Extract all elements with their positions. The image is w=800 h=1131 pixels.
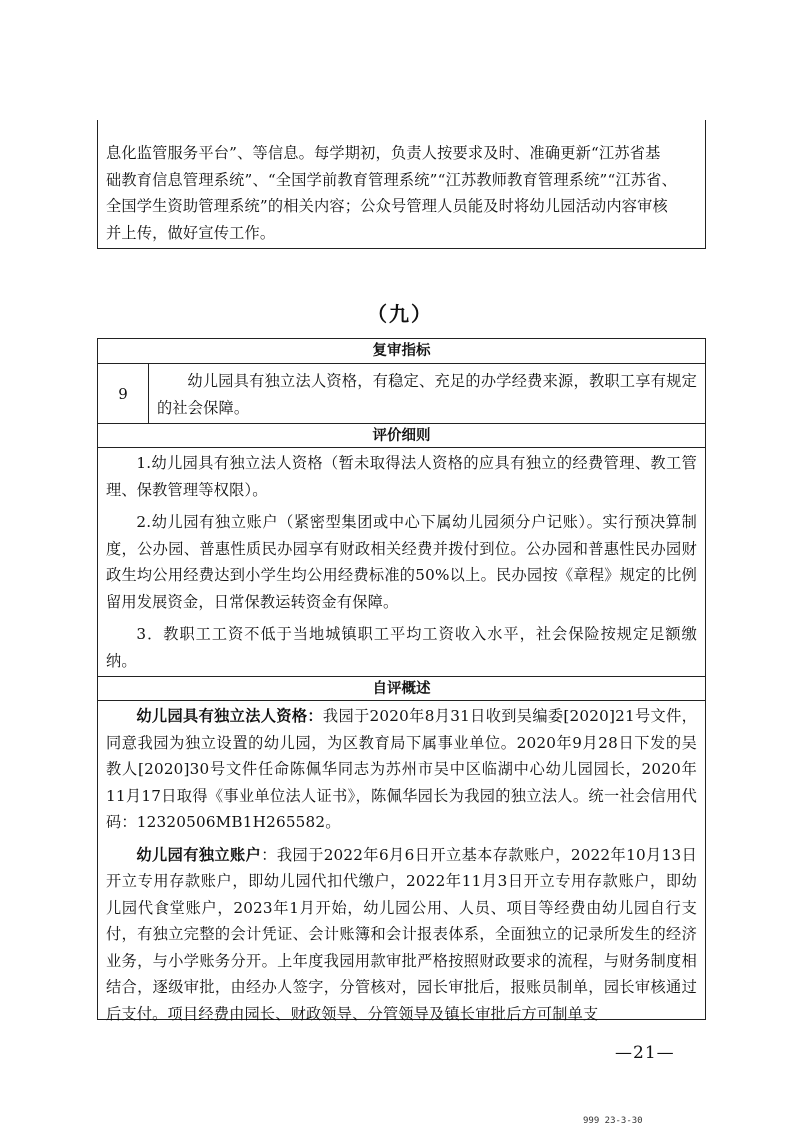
criteria-item: 1.幼儿园具有独立法人资格（暂未取得法人资格的应具有独立的经费管理、教工管理、保教管理等权限）。 [106,454,697,499]
self-eval-paragraph [106,703,697,836]
page-number: —21— [615,1043,675,1063]
section-heading: （九） [367,302,433,326]
footer-stamp: 999 23-3-30 [583,1116,643,1126]
indicator-cell [149,364,705,423]
text-line: 并上传，做好宣传工作。 [106,223,276,242]
self-eval-cell [98,701,705,1029]
criteria-item: 3．教职工工资不低于当地城镇职工平均工资收入水平，社会保险按规定足额缴纳。 [106,625,697,670]
indicator-text: 幼儿园具有独立法人资格，有稳定、充足的办学经费来源，教职工享有规定的社会保障。 [157,372,697,417]
criteria-header: 评价细则 [98,423,705,448]
self-eval-header: 自评概述 [98,676,705,701]
evaluation-table [97,338,706,1023]
self-eval-paragraph [106,842,697,1028]
criteria-item: 2.幼儿园有独立账户（紧密型集团或中心下属幼儿园须分户记账）。实行预决算制度，公办园、普惠性质民办园享有财政相关经费并拨付到位。公办园和普惠性民办园财政生均公用经费达到小学生均公用经费标准的50%以上。民办园按《章程》规定的比例留用发展资金，日常保教运转资金有保障。 [106,513,697,611]
text-line: 息化监管服务平台”、等信息。每学期初，负责人按要求及时、准确更新“江苏省基 [106,144,661,162]
text-line: 全国学生资助管理系统”的相关内容；公众号管理人员能及时将幼儿园活动内容审核 [106,197,668,215]
text-line: 础教育信息管理系统”、“全国学前教育管理系统”“江苏教师教育管理系统”“江苏省、 [106,170,677,189]
indicator-number: 9 [98,364,149,423]
paragraph-lead: 幼儿园有独立账户 [136,845,262,864]
paragraph-text: 我园于2020年8月31日收到吴编委[2020]21号文件，同意我园为独立设置的幼儿园，为区教育局下属事业单位。2020年9月28日下发的吴教人[2020]30号文件任命陈佩华同志为苏州市吴中区临湖中心幼儿园园长，2020年11月17日取得《事业单位法人证书》，陈佩华园长为我园的独立法人。统一社会信用代码：12320506MB1H265582。 [106,707,698,831]
criteria-cell [98,448,705,676]
indicator-row [98,364,705,423]
paragraph-text: ：我园于2022年6月6日开立基本存款账户，2022年10月13日开立专用存款账户，即幼儿园代扣代缴户，2022年11月3日开立专用存款账户，即幼儿园代食堂账户，2023年1月开始，幼儿园公用、人员、项目等经费由幼儿园自行支付，有独立完整的会计凭证、会计账簿和会计报表体系，全面独立的记录所发生的经济业务，与小学账务分开。上年度我园用款审批严格按照财政要求的流程，与财务制度相结合，逐级审批，由经办人签字，分管核对，园长审批后，报账员制单，园长审核通过后支付。项目经费由园长、财政领导、分管领导及镇长审批后方可制单支 [106,845,697,1023]
continued-text-box [97,120,706,249]
review-indicator-header: 复审指标 [98,339,705,364]
paragraph-lead: 幼儿园具有独立法人资格： [136,707,323,725]
